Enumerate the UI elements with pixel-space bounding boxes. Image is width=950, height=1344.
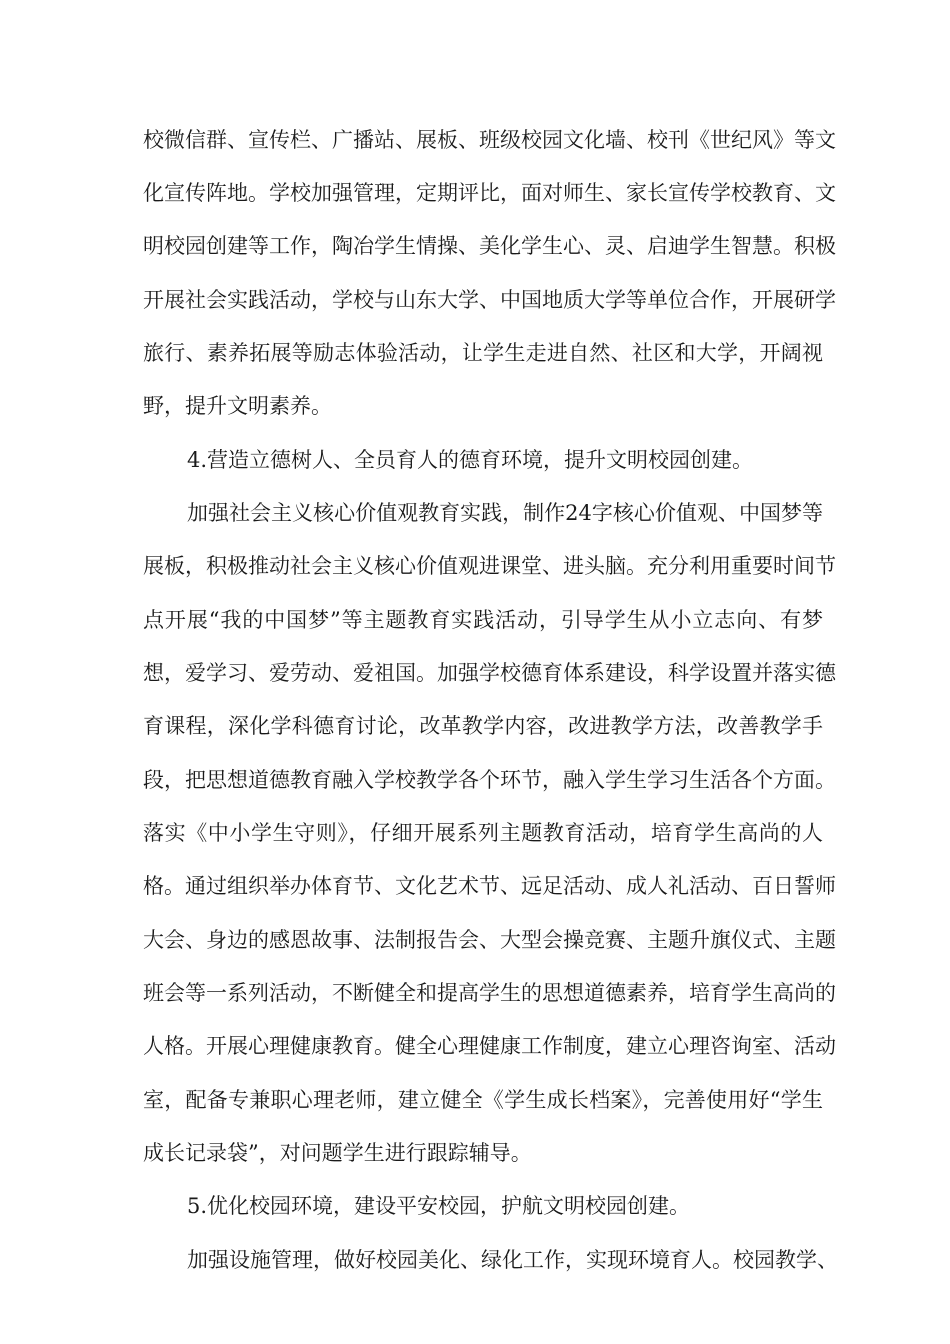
section-heading-4: 4.营造立德树人、全员育人的德育环境，提升文明校园创建。 — [187, 448, 754, 472]
body-text-line: 校微信群、宣传栏、广播站、展板、班级校园文化墙、校刊《世纪风》等文 — [143, 128, 836, 152]
section-heading-5: 5.优化校园环境，建设平安校园，护航文明校园创建。 — [187, 1194, 691, 1218]
paragraph-first-line: 加强社会主义核心价值观教育实践，制作24字核心价值观、中国梦等 — [187, 501, 823, 525]
body-text-line: 人格。开展心理健康教育。健全心理健康工作制度，建立心理咨询室、活动 — [143, 1034, 836, 1058]
body-text-line: 落实《中小学生守则》，仔细开展系列主题教育活动，培育学生高尚的人 — [143, 821, 823, 845]
body-text-line: 育课程，深化学科德育讨论，改革教学内容，改进教学方法，改善教学手 — [143, 714, 823, 738]
body-text-line: 成长记录袋”，对问题学生进行跟踪辅导。 — [143, 1141, 532, 1165]
paragraph-first-line: 加强设施管理，做好校园美化、绿化工作，实现环境育人。校园教学、 — [187, 1248, 838, 1272]
body-text-line: 明校园创建等工作，陶冶学生情操、美化学生心、灵、启迪学生智慧。积极 — [143, 234, 836, 258]
body-text-line: 开展社会实践活动，学校与山东大学、中国地质大学等单位合作，开展研学 — [143, 288, 836, 312]
body-text-line: 室，配备专兼职心理老师，建立健全《学生成长档案》，完善使用好“学生 — [143, 1088, 823, 1112]
body-text-line: 化宣传阵地。学校加强管理，定期评比，面对师生、家长宣传学校教育、文 — [143, 181, 836, 205]
body-text-line: 段，把思想道德教育融入学校教学各个环节，融入学生学习生活各个方面。 — [143, 768, 836, 792]
body-text-line: 野，提升文明素养。 — [143, 394, 332, 418]
body-text-line: 想，爱学习、爱劳动、爱祖国。加强学校德育体系建设，科学设置并落实德 — [143, 661, 836, 685]
body-text-line: 大会、身边的感恩故事、法制报告会、大型会操竞赛、主题升旗仪式、主题 — [143, 928, 836, 952]
body-text-line: 点开展“我的中国梦”等主题教育实践活动，引导学生从小立志向、有梦 — [143, 608, 823, 632]
body-text-line: 格。通过组织举办体育节、文化艺术节、远足活动、成人礼活动、百日誓师 — [143, 874, 836, 898]
body-text-line: 班会等一系列活动，不断健全和提高学生的思想道德素养，培育学生高尚的 — [143, 981, 836, 1005]
body-text-line: 展板，积极推动社会主义核心价值观进课堂、进头脑。充分利用重要时间节 — [143, 554, 836, 578]
body-text-line: 旅行、素养拓展等励志体验活动，让学生走进自然、社区和大学，开阔视 — [143, 341, 823, 365]
